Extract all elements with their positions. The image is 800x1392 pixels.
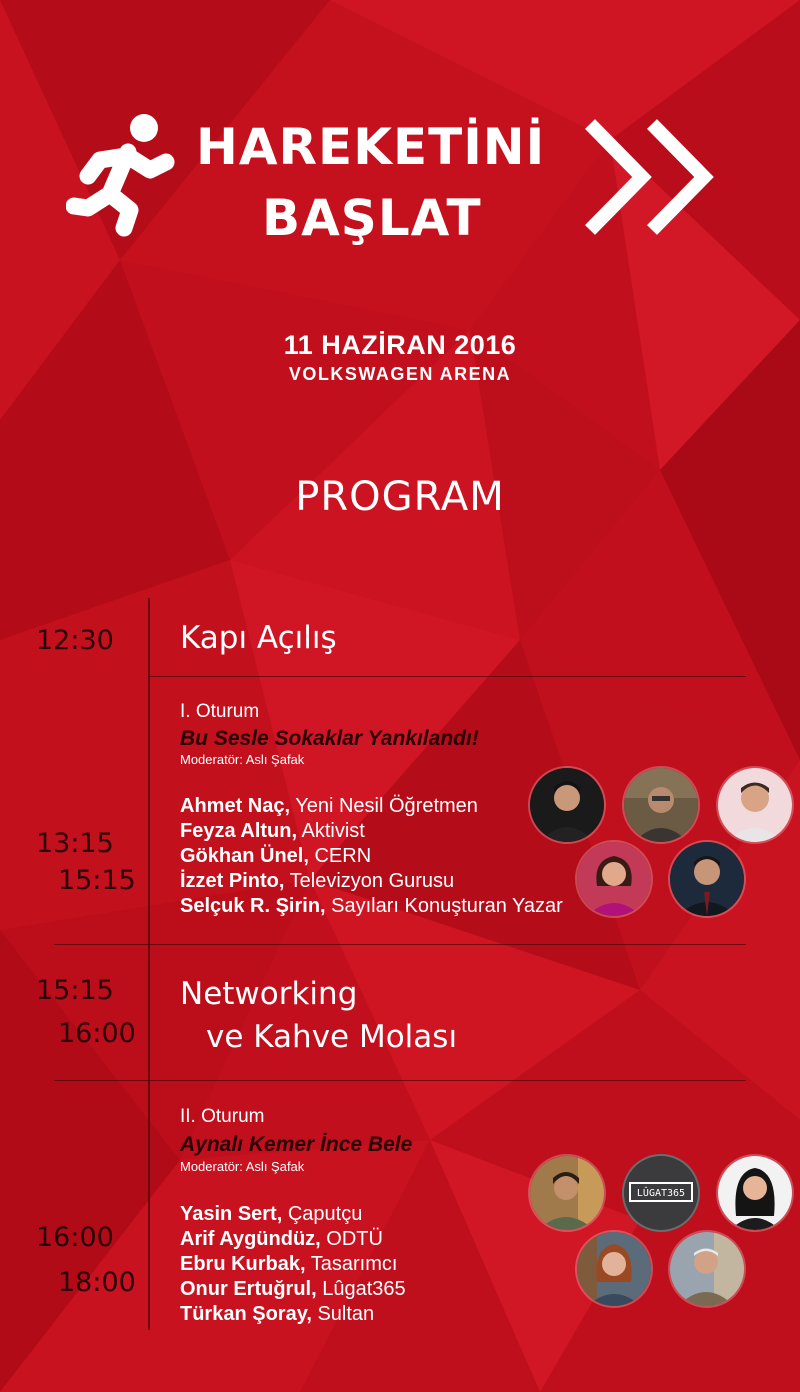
session1-start-time: 13:15 <box>36 828 114 859</box>
break-title-line1: Networking <box>180 976 358 1012</box>
break-title-line2: ve Kahve Molası <box>206 1019 458 1055</box>
session2-speaker-list <box>180 1202 540 1327</box>
speaker-role: CERN <box>308 845 372 867</box>
speaker-name: Ebru Kurbak, <box>180 1253 306 1275</box>
speaker-name: Yasin Sert, <box>180 1203 283 1225</box>
schedule-divider-2 <box>54 944 746 945</box>
session2-start-time: 16:00 <box>36 1222 114 1253</box>
speaker-photo <box>575 840 653 918</box>
speaker-role: Televizyon Gurusu <box>284 870 455 892</box>
speaker-photo <box>528 1154 606 1232</box>
speaker-row <box>180 1302 540 1327</box>
session1-moderator: Moderatör: Aslı Şafak <box>180 752 305 767</box>
session1-end-time: 15:15 <box>58 865 136 896</box>
speaker-name: Feyza Altun, <box>180 820 298 842</box>
speaker-photo <box>528 766 606 844</box>
speaker-name: Selçuk R. Şirin, <box>180 895 326 917</box>
speaker-name: Gökhan Ünel, <box>180 845 309 867</box>
schedule-divider-1 <box>148 676 746 677</box>
poster-title-line1: HAREKETİNİ <box>196 118 546 176</box>
speaker-photo <box>716 766 794 844</box>
speaker-photo <box>575 1230 653 1308</box>
double-chevron-right-icon <box>582 116 730 238</box>
session1-label: I. Oturum <box>180 701 260 722</box>
speaker-row <box>180 844 580 869</box>
lugat365-logo-text: LÛGAT365 <box>629 1182 693 1202</box>
speaker-row <box>180 1252 540 1277</box>
speaker-role: Yeni Nesil Öğretmen <box>290 795 478 817</box>
event-date: 11 HAZİRAN 2016 <box>283 330 517 360</box>
speaker-role: Çaputçu <box>282 1203 363 1225</box>
speaker-name: Arif Aygündüz, <box>180 1228 321 1250</box>
speaker-name: Ahmet Naç, <box>180 795 291 817</box>
speaker-role: Tasarımcı <box>305 1253 398 1275</box>
speaker-row <box>180 1202 540 1227</box>
speaker-role: ODTÜ <box>320 1228 383 1250</box>
speaker-photo <box>668 1230 746 1308</box>
speaker-name: Onur Ertuğrul, <box>180 1278 317 1300</box>
session1-talk-title: Bu Sesle Sokaklar Yankılandı! <box>180 727 479 750</box>
speaker-row <box>180 1277 540 1302</box>
program-heading: PROGRAM <box>295 474 505 520</box>
opening-time: 12:30 <box>36 625 114 656</box>
poster-title-line2: BAŞLAT <box>262 189 482 247</box>
speaker-row <box>180 819 580 844</box>
speaker-role: Aktivist <box>297 820 365 842</box>
lugat365-logo <box>622 1154 700 1232</box>
speaker-row <box>180 1227 540 1252</box>
session2-end-time: 18:00 <box>58 1267 136 1298</box>
speaker-role: Sultan <box>311 1303 375 1325</box>
break-start-time: 15:15 <box>36 975 114 1006</box>
speaker-photo <box>622 766 700 844</box>
session1-speaker-list <box>180 794 580 919</box>
speaker-row <box>180 894 580 919</box>
running-person-icon <box>66 110 178 238</box>
speaker-photo <box>716 1154 794 1232</box>
schedule-vertical-divider <box>148 598 150 1330</box>
break-end-time: 16:00 <box>58 1018 136 1049</box>
speaker-photo <box>668 840 746 918</box>
speaker-role: Lûgat365 <box>316 1278 406 1300</box>
speaker-row <box>180 794 580 819</box>
speaker-row <box>180 869 580 894</box>
schedule-divider-3 <box>54 1080 746 1081</box>
session2-label: II. Oturum <box>180 1106 265 1127</box>
session2-talk-title: Aynalı Kemer İnce Bele <box>180 1133 413 1156</box>
speaker-name: İzzet Pinto, <box>180 870 285 892</box>
session2-moderator: Moderatör: Aslı Şafak <box>180 1159 305 1174</box>
speaker-role: Sayıları Konuşturan Yazar <box>325 895 563 917</box>
opening-title: Kapı Açılış <box>180 620 337 656</box>
event-venue: VOLKSWAGEN ARENA <box>288 364 512 384</box>
speaker-name: Türkan Şoray, <box>180 1303 312 1325</box>
